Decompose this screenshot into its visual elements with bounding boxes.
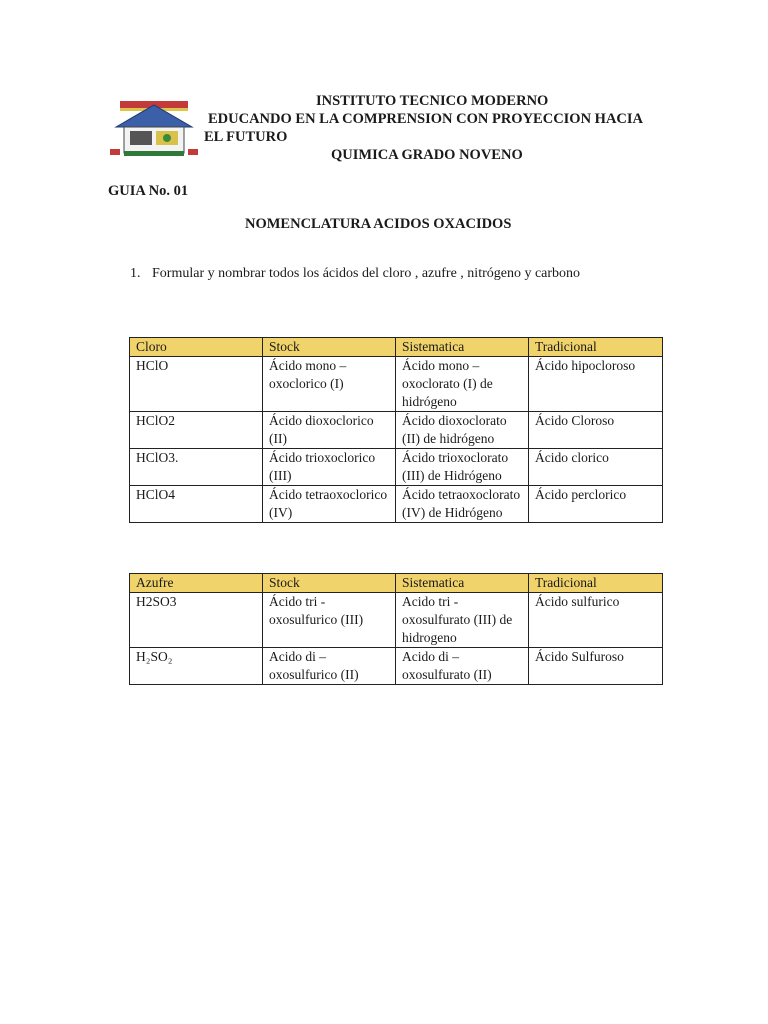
motto-line-2: EL FUTURO: [204, 129, 288, 145]
formula-cell: HClO2: [130, 412, 263, 449]
sistematica-cell: Ácido mono – oxoclorato (I) de hidrógeno: [396, 357, 529, 412]
topic-title: NOMENCLATURA ACIDOS OXACIDOS: [245, 216, 512, 232]
table-header-row: [130, 574, 663, 593]
header-cell: Tradicional: [529, 338, 663, 357]
school-crest-icon: [110, 97, 198, 159]
header-cell: Tradicional: [529, 574, 663, 593]
table-cloro: [129, 337, 663, 523]
sistematica-cell: Ácido tetraoxoclorato (IV) de Hidrógeno: [396, 486, 529, 523]
tradicional-cell: Ácido hipocloroso: [529, 357, 663, 412]
table-row: [130, 412, 663, 449]
table-azufre: [129, 573, 663, 685]
stock-cell: Ácido tetraoxoclorico (IV): [263, 486, 396, 523]
sistematica-cell: Acido tri - oxosulfurato (III) de hidrogeno: [396, 593, 529, 648]
subject-title: QUIMICA GRADO NOVENO: [331, 147, 523, 163]
tradicional-cell: Ácido clorico: [529, 449, 663, 486]
stock-cell: Ácido dioxoclorico (II): [263, 412, 396, 449]
stock-cell: Ácido trioxoclorico (III): [263, 449, 396, 486]
formula-cell: H2SO3: [130, 593, 263, 648]
tradicional-cell: Ácido sulfurico: [529, 593, 663, 648]
table-header-row: [130, 338, 663, 357]
table-row: [130, 357, 663, 412]
table-row: [130, 486, 663, 523]
header-cell: Stock: [263, 338, 396, 357]
formula-cell: H₂SO₂: [130, 648, 263, 685]
table-row: [130, 449, 663, 486]
tradicional-cell: Ácido perclorico: [529, 486, 663, 523]
sistematica-cell: Ácido dioxoclorato (II) de hidrógeno: [396, 412, 529, 449]
instruction-number: 1.: [130, 266, 141, 281]
sistematica-cell: Acido di – oxosulfurato (II): [396, 648, 529, 685]
tradicional-cell: Ácido Cloroso: [529, 412, 663, 449]
sistematica-cell: Ácido trioxoclorato (III) de Hidrógeno: [396, 449, 529, 486]
header-cell: Cloro: [130, 338, 263, 357]
formula-cell: HClO: [130, 357, 263, 412]
stock-cell: Acido di – oxosulfurico (II): [263, 648, 396, 685]
instruction-text: Formular y nombrar todos los ácidos del cloro , azufre , nitrógeno y carbono: [152, 266, 581, 281]
header-cell: Sistematica: [396, 338, 529, 357]
school-name: INSTITUTO TECNICO MODERNO: [316, 93, 549, 109]
header-cell: Stock: [263, 574, 396, 593]
stock-cell: Ácido mono – oxoclorico (I): [263, 357, 396, 412]
formula-cell: HClO3.: [130, 449, 263, 486]
table-row: [130, 593, 663, 648]
stock-cell: Ácido tri - oxosulfurico (III): [263, 593, 396, 648]
header-cell: Sistematica: [396, 574, 529, 593]
motto-line-1: EDUCANDO EN LA COMPRENSION CON PROYECCION HACIA: [208, 111, 644, 127]
guide-number: GUIA No. 01: [108, 183, 189, 199]
tradicional-cell: Ácido Sulfuroso: [529, 648, 663, 685]
header-cell: Azufre: [130, 574, 263, 593]
formula-cell: HClO4: [130, 486, 263, 523]
table-row: [130, 648, 663, 685]
